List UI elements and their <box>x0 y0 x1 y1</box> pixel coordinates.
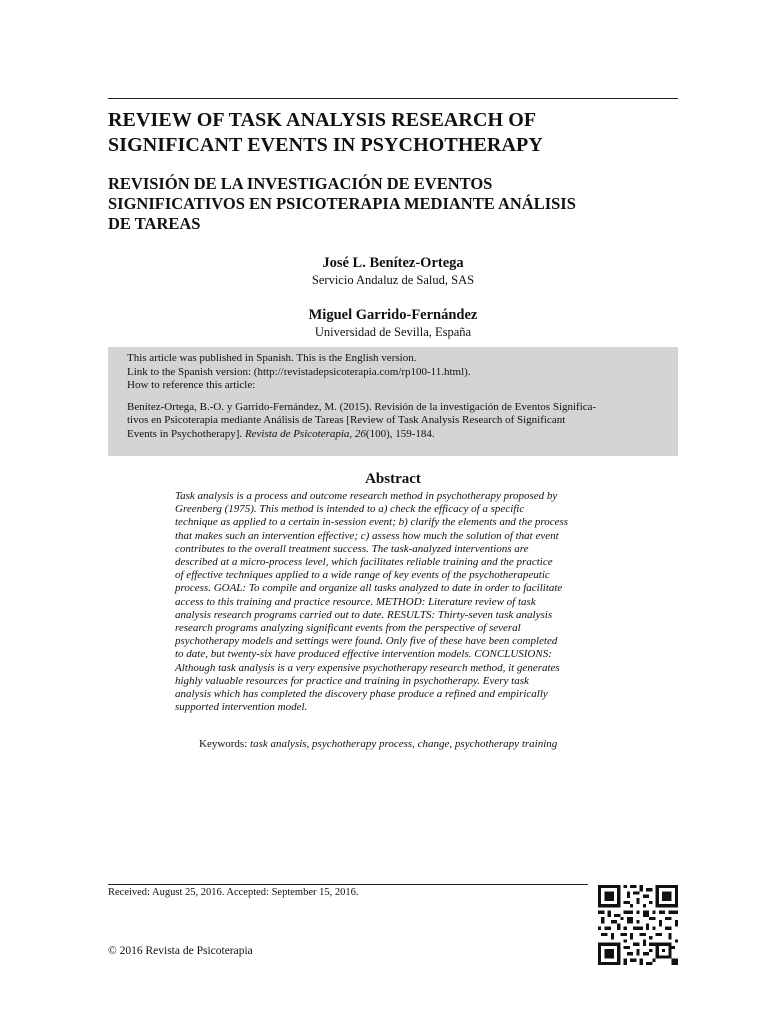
abstract-line: that makes such an intervention effective; c) assess how much the solution of that event <box>175 529 559 542</box>
abstract-line: Although task analysis is a very expensive psychotherapy research method, it generates <box>175 661 560 674</box>
citation-text: (100), 159-184. <box>365 427 435 440</box>
author-block <box>108 254 678 288</box>
citation-reference <box>127 401 667 442</box>
abstract-line: of effective techniques applied to a wide range of key events of the psychotherapeutic <box>175 569 550 582</box>
abstract-heading: Abstract <box>365 471 421 487</box>
keywords-value: task analysis, psychotherapy process, change, psychotherapy training <box>250 738 558 750</box>
abstract-line: contributes to the overall treatment success. The task-analyzed interventions are <box>175 542 529 555</box>
abstract-line: analysis research programs carried out to date. RESULTS: Thirty-seven task analysis <box>175 608 553 621</box>
abstract-line: process. GOAL: To compile and organize all tasks analyzed to date in order to facilitate <box>175 582 563 595</box>
title-line: REVISIÓN DE LA INVESTIGACIÓN DE EVENTOS <box>108 174 493 193</box>
title-line: REVIEW OF TASK ANALYSIS RESEARCH OF <box>108 109 537 131</box>
top-rule <box>108 98 678 99</box>
abstract-line: described at a micro-process level, which facilitates reliable training and the practice <box>175 556 553 569</box>
copyright-notice: © 2016 Revista de Psicoterapia <box>108 945 253 957</box>
abstract-line: access to this training and practice resource. METHOD: Literature review of task <box>175 595 536 608</box>
spanish-title <box>108 174 678 234</box>
abstract-line: psychotherapy models and settings were found. Only five of these have been completed <box>175 635 558 648</box>
author-affiliation: Universidad de Sevilla, España <box>314 325 472 339</box>
author-affiliation: Servicio Andaluz de Salud, SAS <box>311 273 475 287</box>
abstract-line: supported intervention model. <box>175 701 308 714</box>
citation-line: Benítez-Ortega, B.-O. y Garrido-Fernández, M. (2015). Revisión de la investigación de Eventos Significa- <box>127 400 597 413</box>
notice-line: How to reference this article: <box>127 379 256 391</box>
abstract-line: Greenberg (1975). This method is intended to a) check the efficacy of a specific <box>175 503 525 516</box>
citation-journal: Revista de Psicoterapia, 26 <box>244 427 366 440</box>
footer-rule <box>108 884 588 885</box>
author-name: Miguel Garrido-Fernández <box>308 307 478 323</box>
abstract-line: research programs analyzing significant events from the perspective of several <box>175 622 521 635</box>
citation-line: tivos en Psicoterapia mediante Análisis de Tareas [Review of Task Analysis Research of Significant <box>127 414 566 426</box>
keywords-label: Keywords: <box>199 738 251 750</box>
citation-text: Events in Psychotherapy]. <box>127 427 245 440</box>
notice-link-line: Link to the Spanish version: (http://revistadepsicoterapia.com/rp100-11.html). <box>127 365 471 378</box>
abstract-line: analysis which has completed the discovery phase produce a refined and empirically <box>175 688 548 701</box>
received-accepted-dates: Received: August 25, 2016. Accepted: September 15, 2016. <box>108 887 359 898</box>
keywords-line <box>199 738 557 751</box>
abstract-line: Task analysis is a process and outcome research method in psychotherapy proposed by <box>175 490 558 502</box>
title-line: DE TAREAS <box>108 214 201 233</box>
abstract-line: to date, but twenty-six have produced effective intervention models. CONCLUSIONS: <box>175 648 552 661</box>
qr-code-icon <box>598 885 678 965</box>
abstract-line: technique as applied to a certain in-session event; b) clarify the elements and the process <box>175 516 569 529</box>
notice-line: This article was published in Spanish. This is the English version. <box>127 352 417 364</box>
title-line: SIGNIFICANT EVENTS IN PSYCHOTHERAPY <box>108 134 543 156</box>
author-block <box>108 306 678 340</box>
citation-line <box>127 427 667 442</box>
abstract-body <box>175 490 611 714</box>
title-line: SIGNIFICATIVOS EN PSICOTERAPIA MEDIANTE ANÁLISIS <box>108 194 576 213</box>
abstract-line: highly valuable resources for practice and training in psychotherapy. Every task <box>175 674 529 687</box>
english-title <box>108 108 678 158</box>
author-name: José L. Benítez-Ortega <box>322 255 464 271</box>
publication-notice-box <box>108 347 678 456</box>
